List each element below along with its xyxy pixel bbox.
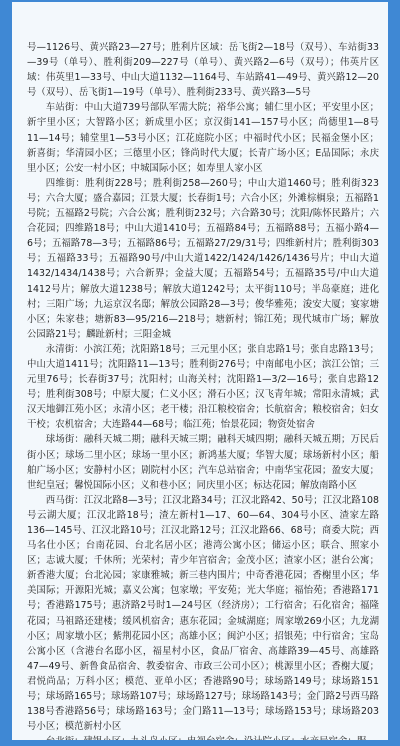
- document-card: [12, 2, 388, 746]
- paragraph-yongqingjie: 永清街：小滨江苑；沈阳路18号；三元里小区；张自忠路1号；张自忠路13号；中山大道1411号；沈阳路11—13号；胜利街276号；中南邮电小区；滨江公馆；三元里76号；长春街37号；沈阳村；山海关村；沈阳路1—3/2—16号；张自忠路12号；胜利街308号；中原大厦；仁义小区；滑石小区；汉飞青年城；常阳永清城；武汉天地御江苑小区；永清小区；老干楼；沿江粮校宿舍；长航宿舍；粮校宿舍；妇女干校；农机宿舍；大连路44—68号；临江苑；怡景花园；物资处宿舍: [27, 343, 379, 431]
- document-text: [27, 40, 379, 746]
- paragraph-continuation: 号—1126号、黄兴路23—27号；胜利片区域：岳飞街2—18号（双号）、车站街33—39号（单号）、胜利街209—227号（单号）、黄兴路2—6号（双号）；伟英片区域：伟英里1—33号、中山大道1132—1164号、车站路41—49号、黄兴路12—20号（双号）、岳飞街1—19号（单号）、胜利街233号、黄兴路3—5号: [27, 42, 379, 99]
- paragraph-ximajie: 西马街：江汉北路8—3号；江汉北路34号；江汉北路42、50号；江汉北路108号云湖大厦；江汉北路18号；渣左新村1—17、60—64、304号小区、渣家左路136—145号、江汉北路10号；江汉北路12号；江汉北路66、68号；商委大院；西马名仕小区；台南花园、台北名居小区；港湾公寓小区；储运小区；联合、照家小区；志诚大厦；千休所；光荣村；青少年宫宿舍；金茂小区；渣家小区；湛台公寓；新香港大厦；台北沁园；家康雅城；新三巷内围片；中奇香港花园；香榭里小区；华美国际；开源阳光城；嘉义公寓；包家墩；平安苑；光大华庭；福怡苑；香港路171号；香港路175号；惠济路2号时1—24号区（经济房）；工行宿舍；石化宿舍；福隆花园；马祖路还建楼；缓风机宿舍；惠东花园；金城湖庭；周家墩269小区；九龙湖小区；周家墩小区；紫荆花园小区；高雄小区；闽沪小区；招银苑；中行宿舍；宝岛公寓小区（含港台名邸小区，福星村小区，食品厂宿舍、高雄路39—45号、高雄路47—49号、新鲁食品宿舍、教委宿舍、市政三公司小区）；桃源里小区；香榭大厦；君悦尚品；万科小区；模范、亚单小区；香港路90号；球场路149号；球场路151号；球场路165号；球场路107号；球场路127号；球场路143号；金门路2号西马路138号香港路56号；球场路163号；金门路11—13号；球场路153号；球场路203号小区；模范新村小区: [27, 494, 379, 733]
- paragraph-siweijie: 四维街：胜利街228号；胜利街258—260号；中山大道1460号；胜利街323号；六合大厦；盛合嘉园；江景大厦；长春街1号；六合小区；外滩棕榈泉；五福路1号院；五福路2号院；六合公寓；胜利街232号；六合路30号；沈阳/陈怀民路片；六合花园；四维路18号；中山大道1410号；五福路84号；五福路88号；五福小路4—6号；五福路78—3号；五福路86号；五福路27/29/31号；四维新村片；胜利街303号；五福路33号；五福路90号/中山大道1422/1424/1426/1436号片；中山大道1432/1434/1438号；六合新界；金益大厦；五福路54号；五福路35号/中山大道1412号片；解放大道1238号；解放大道1242号；太平街110号；半岛豪庭；进化村；三阳广场；九运京汉名邸；解放公园路28—3号；俊华雅苑；浚安大厦；宴家塘小区；朱家巷；塘新83—95/216—218号；塘新村；锦江苑；现代城市广场；解放公园路21号；麟趾新村；三阳金城: [27, 177, 379, 340]
- bottom-border: [0, 740, 400, 746]
- paragraph-chezhanjie: 车站街：中山大道739号部队军需大院；裕华公寓；辅仁里小区；平安里小区；新宇里小区；大智路小区；新成里小区；京汉街141—157号小区；尚德里1—8号11—14号；辅堂里1—53号小区；江花庭院小区；中福时代小区；民福金堡小区；新喜街；华清园小区；三德里小区；锋尚时代大厦；长青广场小区；E品国际；永庆里小区；公安一村小区；中城国际小区；如寿里人家小区: [27, 102, 379, 174]
- paragraph-qiuchangjie: 球场街：融科天城二期；融科天城三期；融科天城四期；融科天城五期；万民后街小区；球场二里小区；球场一里小区；新鸿基大厦；华智大厦；球场新村小区；船舶广场小区；安静村小区；剧院村小区；汽车总站宿舍；中南华宝花园；盈安大厦；世纪皇冠；馨悦国际小区；义和巷小区；同庆里小区；标达花园；解放南路小区: [27, 434, 379, 491]
